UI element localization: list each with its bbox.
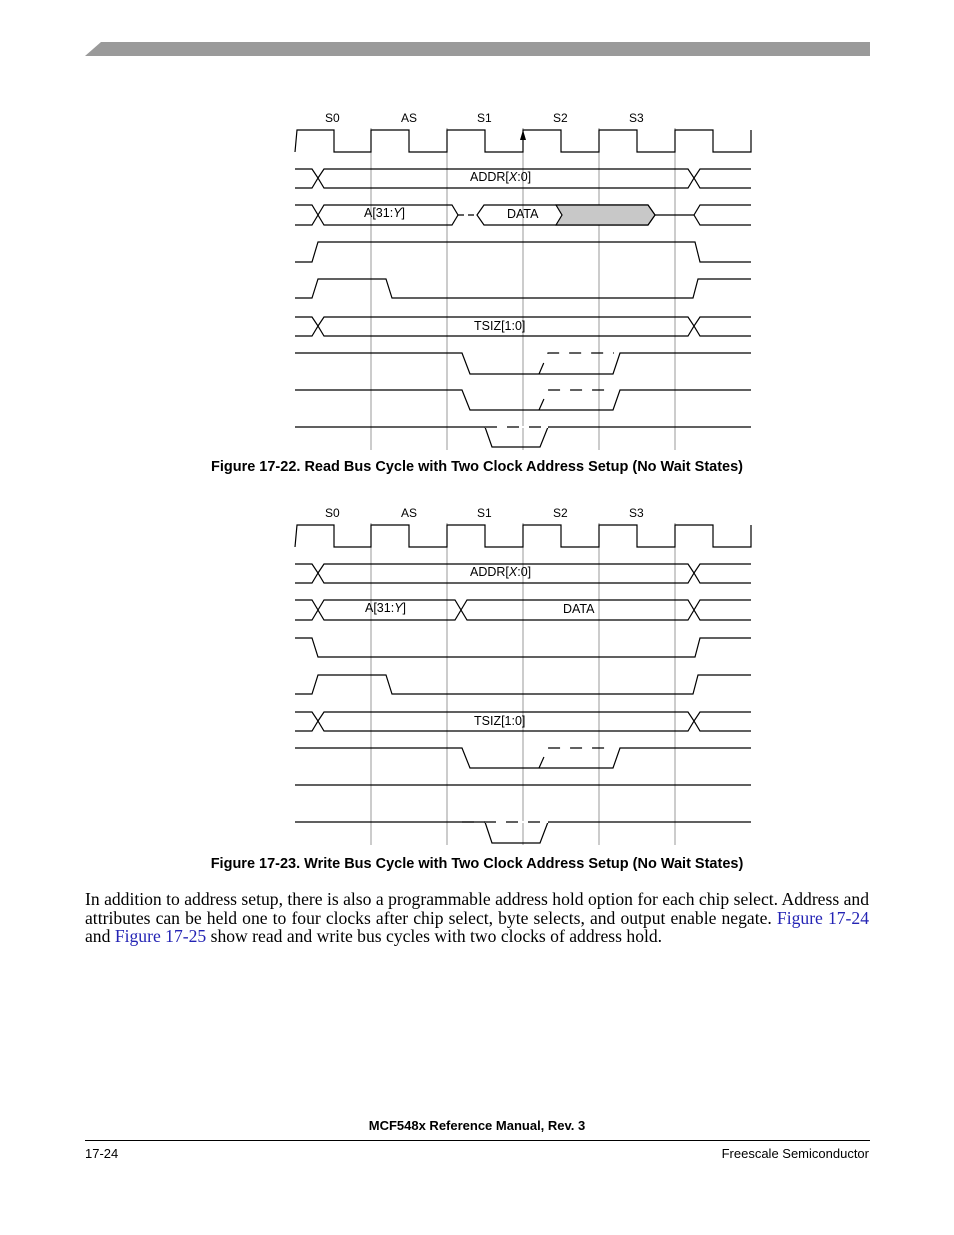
paragraph-text-2: and	[85, 926, 115, 946]
bus-label-addr	[470, 565, 531, 579]
state-label-s0: S0	[325, 506, 340, 520]
state-label-s3: S3	[629, 506, 644, 520]
bus-addr-var: X	[508, 170, 518, 184]
state-label-s3: S3	[629, 111, 644, 125]
state-label-s1: S1	[477, 111, 492, 125]
bus-a31-var: Y	[393, 206, 402, 220]
footer-divider	[85, 1140, 870, 1141]
state-label-s1: S1	[477, 506, 492, 520]
bus-addr-var: X	[508, 565, 518, 579]
bus-a31-suffix: ]	[402, 601, 407, 615]
state-label-s2: S2	[553, 111, 568, 125]
bus-a31-suffix: ]	[401, 206, 406, 220]
bus-a31-prefix: A[31:	[365, 601, 395, 615]
paragraph-text-3: show read and write bus cycles with two clocks of address hold.	[206, 926, 663, 946]
bus-addr-suffix: :0]	[517, 565, 532, 579]
paragraph-text-1: In addition to address setup, there is also a programmable address hold option for each chip select. Address and attributes can be held one to four clocks after chip select, byte selects, and output enable negate.	[85, 889, 869, 928]
state-label-as: AS	[401, 506, 418, 520]
state-label-as: AS	[401, 111, 418, 125]
link-figure-17-25[interactable]: Figure 17-25	[114, 926, 207, 946]
page-number: 17-24	[85, 1146, 119, 1161]
bus-label-tsiz: TSIZ[1:0]	[474, 319, 526, 333]
figure-caption-read: Figure 17-22. Read Bus Cycle with Two Clock Address Setup (No Wait States)	[210, 459, 744, 475]
bus-addr-prefix: ADDR[	[470, 170, 509, 184]
footer-company: Freescale Semiconductor	[721, 1146, 869, 1161]
link-figure-17-24[interactable]: Figure 17-24	[776, 907, 870, 928]
state-label-s0: S0	[325, 111, 340, 125]
bus-label-a31	[365, 601, 406, 615]
bus-a31-prefix: A[31:	[364, 206, 394, 220]
body-paragraph	[85, 890, 869, 946]
bus-a31-var: Y	[394, 601, 403, 615]
bus-addr-prefix: ADDR[	[470, 565, 509, 579]
bus-label-data: DATA	[507, 207, 539, 221]
figure-caption-write: Figure 17-23. Write Bus Cycle with Two Clock Address Setup (No Wait States)	[210, 856, 744, 872]
bus-label-tsiz: TSIZ[1:0]	[474, 714, 526, 728]
bus-addr-suffix: :0]	[517, 170, 532, 184]
bus-label-data: DATA	[563, 602, 595, 616]
state-label-s2: S2	[553, 506, 568, 520]
footer-title: MCF548x Reference Manual, Rev. 3	[368, 1118, 586, 1133]
